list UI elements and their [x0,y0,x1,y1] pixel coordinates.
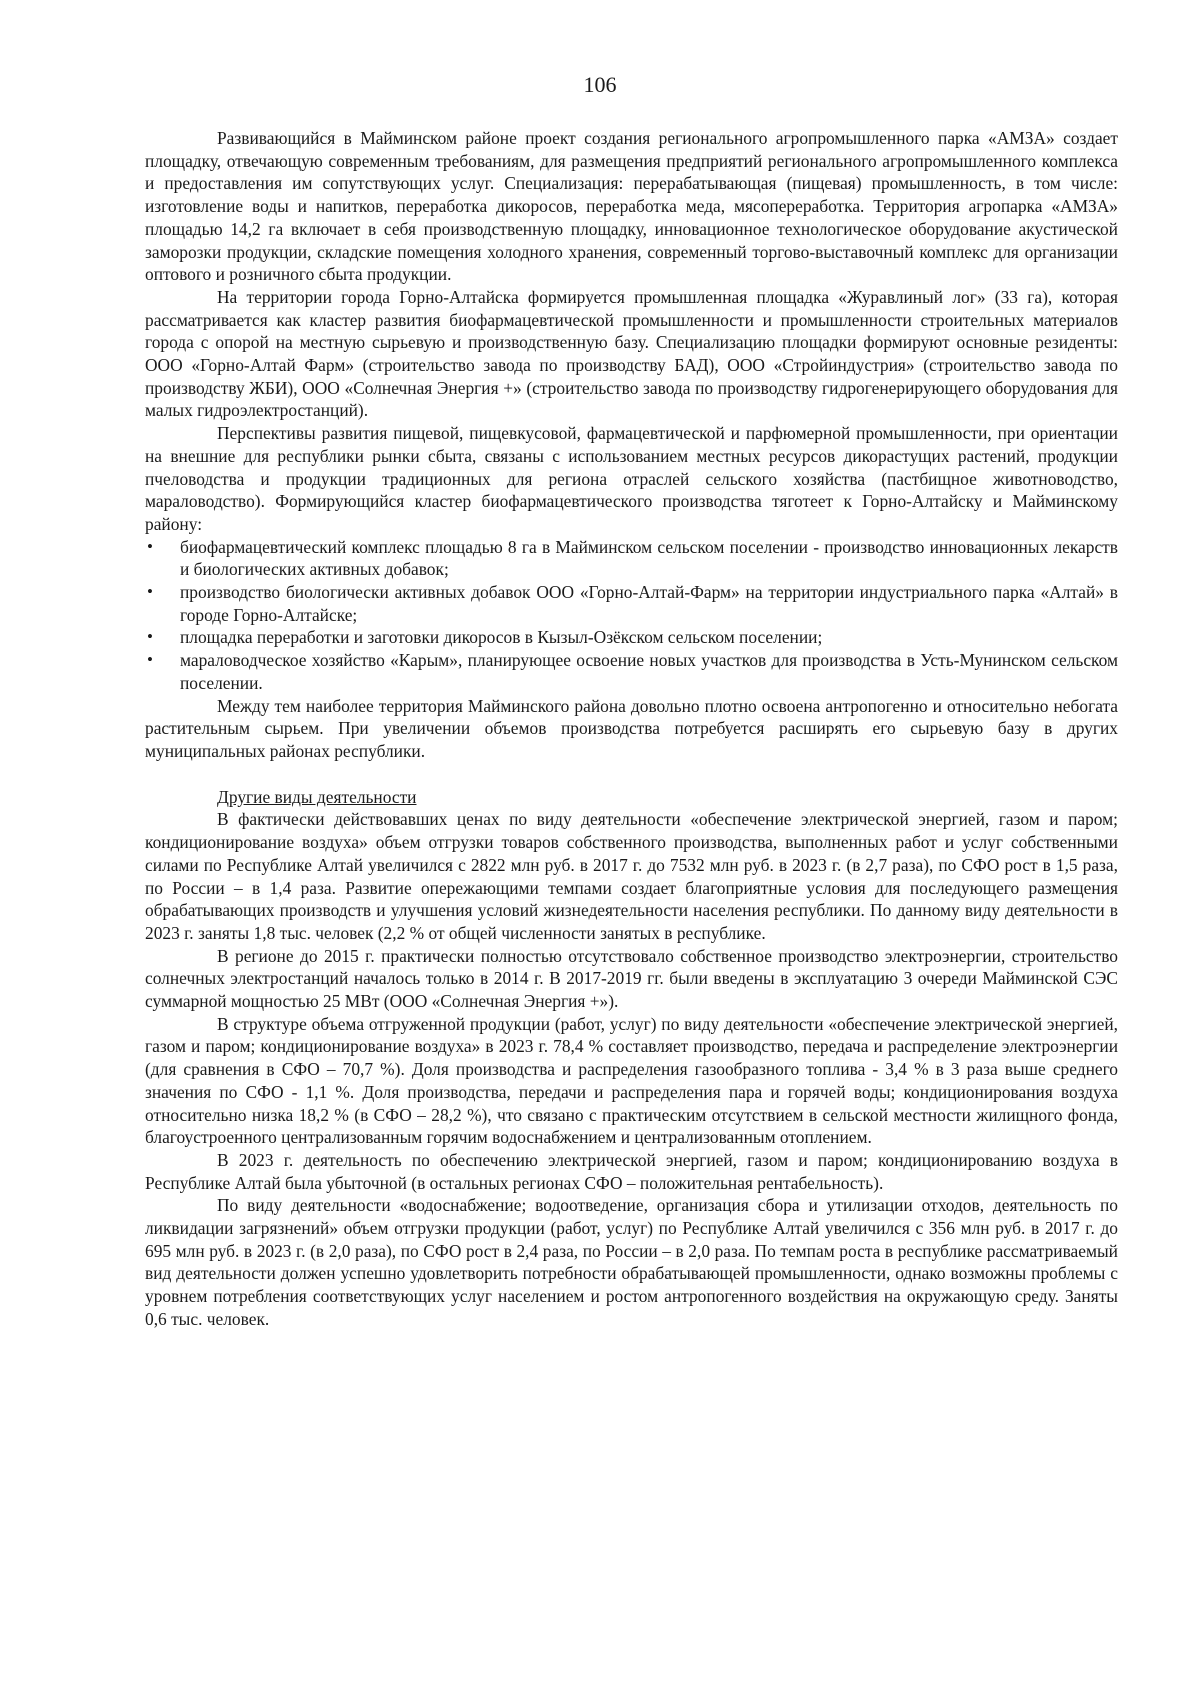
section-subheading: Другие виды деятельности [217,786,417,807]
paragraph-energy-output: В фактически действовавших ценах по виду деятельности «обеспечение электрической энергией, газом и паром; кондиционирование воздуха» объем отгрузки товаров собственного производства, выполненных работ и услуг собственными силами по Республике Алтай увеличился с 2822 млн руб. в 2017 г. до 7532 млн руб. в 2023 г. (в 2,7 раза), по СФО рост в 1,5 раза, по России – в 1,4 раза. Развитие опережающими темпами создает благоприятные условия для последующего размещения обрабатывающих производств и улучшения условий жизнедеятельности населения республики. По данному виду деятельности в 2023 г. заняты 1,8 тыс. человек (2,2 % от общей численности занятых в республике. [145,809,1118,943]
paragraph-energy-structure: В структуре объема отгруженной продукции (работ, услуг) по виду деятельности «обеспечение электрической энергией, газом и паром; кондиционирование воздуха» в 2023 г. 78,4 % составляет производство, передача и распределение электроэнергии (для сравнения в СФО – 70,7 %). Доля производства и распределения газообразного топлива - 3,4 % в 3 раза выше среднего значения по СФО - 1,1 %. Доля производства, передачи и распределения пара и горячей воды; кондиционирования воздуха относительно низка 18,2 % (в СФО – 28,2 %), что связано с практическим отсутствием в сельской местности жилищного фонда, благоустроенного централизованным горячим водоснабжением и централизованным отоплением. [145,1013,1118,1148]
list-item-text: площадка переработки и заготовки дикоросов в Кызыл-Озёкском сельском поселении; [180,627,823,648]
paragraph-energy-profitability: В 2023 г. деятельность по обеспечению электрической энергией, газом и паром; кондиционированию воздуха в Республике Алтай была убыточной (в остальных регионах СФО – положительная рентабельность). [145,1149,1118,1193]
cluster-bullet-list [145,536,1118,695]
paragraph-raw-material-base: Между тем наиболее территория Майминского района довольно плотно освоена антропогенно и относительно небогата растительным сырьем. При увеличении объемов производства потребуется расширять его сырьевую базу в других муниципальных районах республики. [145,695,1118,761]
paragraph-water-supply: По виду деятельности «водоснабжение; водоотведение, организация сбора и утилизации отходов, деятельность по ликвидации загрязнений» объем отгрузки продукции (работ, услуг) по Республике Алтай увеличился с 356 млн руб. в 2017 г. до 695 млн руб. в 2023 г. (в 2,0 раза), по СФО рост в 2,4 раза, по России – в 2,0 раза. По темпам роста в республике рассматриваемый вид деятельности должен успешно удовлетворить потребности обрабатывающей промышленности, однако возможны проблемы с уровнем потребления соответствующих услуг населением и ростом антропогенного воздействия на окружающую среду. Заняты 0,6 тыс. человек. [145,1195,1118,1329]
bullet-icon: • [147,650,153,670]
bullet-icon: • [147,536,153,556]
list-item-text: биофармацевтический комплекс площадью 8 га в Майминском сельском поселении - производство инновационных лекарств и биологических активных добавок; [180,536,1118,580]
list-item [145,649,1118,694]
list-item-text: производство биологически активных добавок ООО «Горно-Алтай-Фарм» на территории индустриального парка «Алтай» в городе Горно-Алтайске; [180,582,1118,625]
page-number: 106 [583,72,617,97]
paragraph-biopharma-cluster: Перспективы развития пищевой, пищевкусовой, фармацевтической и парфюмерной промышленности, при ориентации на внешние для республики рынки сбыта, связаны с использованием местных ресурсов дикорастущих растений, продукции пчеловодства и продукции традиционных для региона отраслей сельского хозяйства (пастбищное животноводство, мараловодство). Формирующийся кластер биофармацевтического производства тяготеет к Горно-Алтайску и Майминскому району: [145,423,1118,534]
paragraph-solar-plants: В регионе до 2015 г. практически полностью отсутствовало собственное производство электроэнергии, строительство солнечных электростанций началось только в 2014 г. В 2017-2019 гг. были введены в эксплуатацию 3 очереди Майминской СЭС суммарной мощностью 25 МВт (ООО «Солнечная Энергия +»). [145,945,1118,1012]
list-item-text: мараловодческое хозяйство «Карым», планирующее освоение новых участков для производства в Усть-Мунинском сельском поселении. [180,650,1118,693]
document-body [145,127,1118,1331]
list-item [145,536,1118,581]
paragraph-zhuravliny-log: На территории города Горно-Алтайска формируется промышленная площадка «Журавлиный лог» (33 га), которая рассматривается как кластер развития биофармацевтической промышленности и промышленности строительных материалов города с опорой на местную сырьевую и производственную базу. Специализацию площадки формируют основные резиденты: ООО «Горно-Алтай Фарм» (строительство завода по производству БАД), ООО «Стройиндустрия» (строительство завода по производству ЖБИ), ООО «Солнечная Энергия +» (строительство завода по производству гидрогенерирующего оборудования для малых гидроэлектростанций). [145,286,1118,421]
bullet-icon: • [147,582,153,602]
list-item [145,581,1118,626]
bullet-icon: • [147,627,153,647]
paragraph-amza-agropark: Развивающийся в Майминском районе проект создания регионального агропромышленного парка «АМЗА» создает площадку, отвечающую современным требованиям, для размещения предприятий регионального агропромышленного комплекса и предоставления им сопутствующих услуг. Специализация: перерабатывающая (пищевая) промышленность, в том числе: изготовление воды и напитков, переработка дикоросов, переработка меда, мясопереработка. Территория агропарка «АМЗА» площадью 14,2 га включает в себя производственную площадку, инновационное технологическое оборудование акустической заморозки продукции, складские помещения холодного хранения, современный торгово-выставочный комплекс для организации оптового и розничного сбыта продукции. [145,128,1118,285]
list-item [145,626,1118,649]
